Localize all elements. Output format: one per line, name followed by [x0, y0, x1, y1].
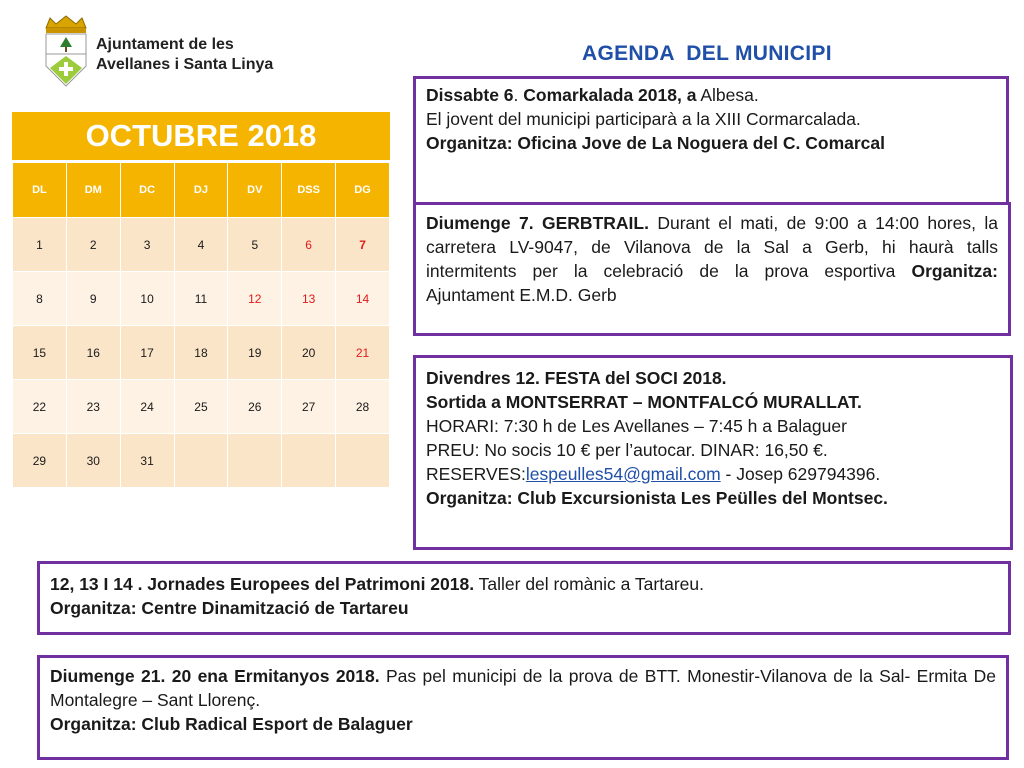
- event-title: Diumenge 7. GERBTRAIL.: [426, 213, 649, 233]
- event-price: PREU: No socis 10 € per l’autocar. DINAR: 16,50 €.: [426, 440, 828, 460]
- agenda-title: AGENDA DEL MUNICIPI: [582, 42, 832, 65]
- calendar-day: 19: [228, 326, 282, 380]
- calendar-day: 8: [13, 272, 67, 326]
- calendar-day: 23: [66, 380, 120, 434]
- event-organizer: Organitza: Centre Dinamització de Tartareu: [50, 598, 409, 618]
- org-name-line2: Avellanes i Santa Linya: [96, 56, 274, 73]
- event-description: Pas pel municipi de la prova de BTT. Monestir-Vilanova de la Sal- Ermita De Montalegre – Sant Llorenç.: [50, 666, 996, 710]
- calendar-header-row: [13, 163, 390, 218]
- event-organizer: Organitza: Club Radical Esport de Balaguer: [50, 714, 413, 734]
- event-title: Diumenge 21. 20 ena Ermitanyos 2018.: [50, 666, 380, 686]
- event-body: [426, 211, 998, 307]
- email-link[interactable]: lespeulles54@gmail.com: [525, 464, 721, 484]
- calendar-day: [228, 434, 282, 488]
- calendar-day: 20: [282, 326, 336, 380]
- event-body: [50, 664, 996, 712]
- calendar-day-holiday: 14: [336, 272, 390, 326]
- event-box-comarkalada: [413, 76, 1009, 206]
- calendar-day: 24: [120, 380, 174, 434]
- event-box-patrimoni: [37, 561, 1011, 635]
- event-title: Divendres 12. FESTA del SOCI 2018.: [426, 368, 727, 388]
- calendar-day: 30: [66, 434, 120, 488]
- calendar-day: [282, 434, 336, 488]
- event-title: 12, 13 I 14 . Jornades Europees del Patrimoni 2018.: [50, 574, 475, 594]
- event-organizer-label: Organitza:: [911, 261, 998, 281]
- event-box-gerbtrail: [413, 202, 1011, 336]
- org-name-line1: Ajuntament de les: [96, 36, 234, 53]
- weekday-header: DL: [13, 163, 67, 218]
- calendar-day: 26: [228, 380, 282, 434]
- calendar-day-holiday: 7: [336, 218, 390, 272]
- calendar-day-holiday: 6: [282, 218, 336, 272]
- calendar-day-holiday: 13: [282, 272, 336, 326]
- calendar-day-holiday: 12: [228, 272, 282, 326]
- event-title-line: [50, 572, 998, 596]
- calendar-day: 5: [228, 218, 282, 272]
- calendar-day: 4: [174, 218, 228, 272]
- event-title-line: [426, 83, 996, 107]
- calendar-day: 10: [120, 272, 174, 326]
- calendar-day: [174, 434, 228, 488]
- calendar-day: 2: [66, 218, 120, 272]
- weekday-header: DM: [66, 163, 120, 218]
- calendar-day: 31: [120, 434, 174, 488]
- calendar-day: 29: [13, 434, 67, 488]
- municipality-logo: [40, 14, 290, 94]
- calendar-week-row: [13, 272, 390, 326]
- event-place: Albesa.: [696, 85, 759, 105]
- calendar-day: 27: [282, 380, 336, 434]
- calendar-day: 22: [13, 380, 67, 434]
- calendar-day: 1: [13, 218, 67, 272]
- event-description: Taller del romànic a Tartareu.: [474, 574, 704, 594]
- calendar-title: OCTUBRE 2018: [12, 112, 390, 160]
- calendar-day: 11: [174, 272, 228, 326]
- calendar-week-row: [13, 218, 390, 272]
- contact-phone: - Josep 629794396.: [720, 464, 881, 484]
- calendar-week-row: [13, 326, 390, 380]
- calendar-day: 16: [66, 326, 120, 380]
- event-reservations: [426, 462, 1000, 486]
- weekday-header: DJ: [174, 163, 228, 218]
- calendar-day: 17: [120, 326, 174, 380]
- event-schedule: HORARI: 7:30 h de Les Avellanes – 7:45 h a Balaguer: [426, 416, 847, 436]
- event-box-festa-soci: [413, 355, 1013, 550]
- calendar-day: 3: [120, 218, 174, 272]
- event-name: Comarkalada 2018, a: [523, 85, 697, 105]
- calendar-day: 15: [13, 326, 67, 380]
- calendar-day: 18: [174, 326, 228, 380]
- coat-of-arms-icon: [40, 14, 92, 90]
- weekday-header: DSS: [282, 163, 336, 218]
- weekday-header: DG: [336, 163, 390, 218]
- event-subtitle: Sortida a MONTSERRAT – MONTFALCÓ MURALLAT.: [426, 392, 862, 412]
- calendar-day: 9: [66, 272, 120, 326]
- event-box-ermitanyos: [37, 655, 1009, 760]
- weekday-header: DC: [120, 163, 174, 218]
- calendar-week-row: [13, 380, 390, 434]
- event-organizer: Organitza: Club Excursionista Les Peülles del Montsec.: [426, 488, 888, 508]
- event-separator: .: [513, 85, 524, 105]
- weekday-header: DV: [228, 163, 282, 218]
- event-organizer: Ajuntament E.M.D. Gerb: [426, 285, 617, 305]
- event-description: El jovent del municipi participarà a la XIII Cormarcalada.: [426, 109, 861, 129]
- calendar-day-holiday: 21: [336, 326, 390, 380]
- calendar-week-row: [13, 434, 390, 488]
- calendar-day: 25: [174, 380, 228, 434]
- calendar-day: [336, 434, 390, 488]
- event-date: Dissabte 6: [426, 85, 514, 105]
- event-description: Durant el mati, de 9:00 a 14:00 hores, la carretera LV-9047, de Vilanova de la Sal a Gerb, hi haurà talls intermitents per la celebració de la prova esportiva: [426, 213, 998, 281]
- event-organizer: Organitza: Oficina Jove de La Noguera del C. Comarcal: [426, 133, 886, 153]
- calendar-table: [12, 162, 390, 488]
- reservations-label: RESERVES:: [426, 464, 526, 484]
- calendar-day: 28: [336, 380, 390, 434]
